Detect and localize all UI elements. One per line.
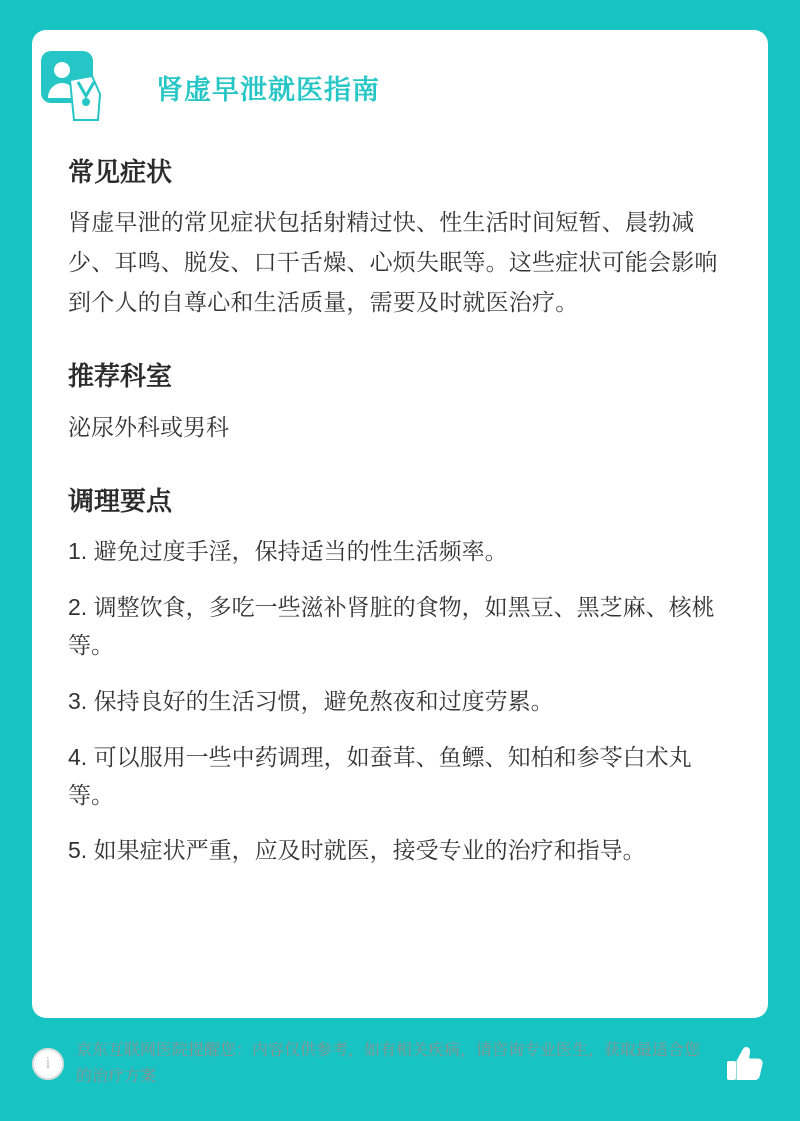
list-item: 1. 避免过度手淫，保持适当的性生活频率。	[68, 537, 508, 564]
section-text-symptoms: 肾虚早泄的常见症状包括射精过快、性生活时间短暂、晨勃减少、耳鸣、脱发、口干舌燥、心烦失眠等。这些症状可能会影响到个人的自尊心和生活质量，需要及时就医治疗。	[68, 209, 718, 315]
section-heading-symptoms: 常见症状	[68, 156, 173, 187]
list-item: 5. 如果症状严重，应及时就医，接受专业的治疗和指导。	[68, 837, 646, 864]
list-item: 4. 可以服用一些中药调理，如蚕茸、鱼鳔、知柏和参苓白术丸等。	[68, 743, 692, 808]
list-item: 2. 调整饮食，多吃一些滋补肾脏的食物，如黑豆、黑芝麻、核桃等。	[68, 593, 715, 658]
doctor-avatar-icon	[40, 50, 106, 122]
footer	[32, 1025, 768, 1103]
content-card	[32, 30, 768, 1018]
page-title: 肾虚早泄就医指南	[156, 75, 380, 105]
thumbs-up-icon[interactable]	[722, 1041, 768, 1087]
section-text-department: 泌尿外科或男科	[68, 413, 229, 440]
section-heading-tips: 调理要点	[68, 486, 173, 517]
footer-disclaimer: 京东互联网医院提醒您：内容仅供参考，如有相关疾病，请咨询专业医生，获取最适合您的治疗方案	[76, 1041, 701, 1085]
info-circle-icon: i	[32, 1048, 64, 1080]
tips-list	[68, 533, 732, 871]
section-heading-department: 推荐科室	[68, 361, 173, 392]
list-item: 3. 保持良好的生活习惯，避免熬夜和过度劳累。	[68, 687, 554, 714]
